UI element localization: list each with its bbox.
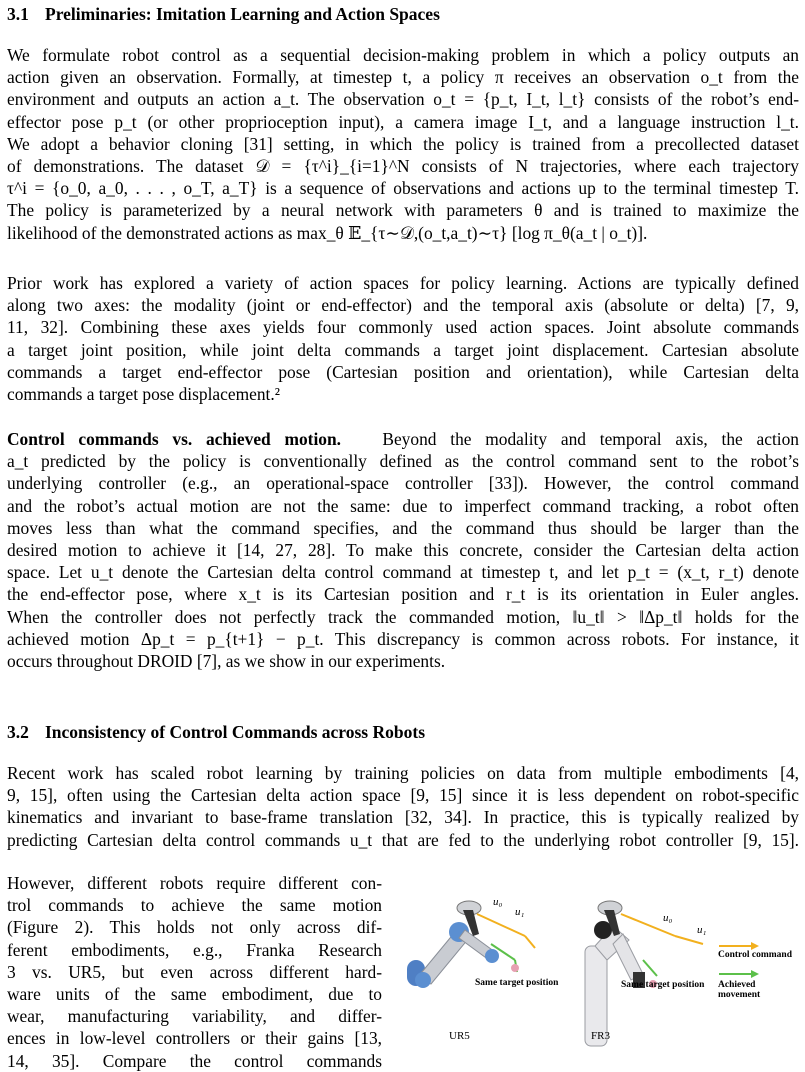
paragraph-control-commands: Control commands vs. achieved motion. Beyond the modality and temporal axis, the action a_t predicted by the policy is conventionally defined as the control command sent to the robot’s underlying controller (e.g., an operational-space controller [33]). However, the control command and the robot’s actual motion are not the same: due to imperfect command tracking, a robot often moves less than what the command specifies, and the command thus should be larger than the desired motion to achieve it [14, 27, 28]. To make this concrete, consider the Cartesian delta action space. Let u_t denote the Cartesian delta control command at timestep t, and let p_t = (x_t, r_t) denote the end-effector pose, where x_t is its Cartesian position and r_t is its orientation in Euler angles. When the controller does not perfectly track the commanded motion, ‖u_t‖ > ‖Δp_t‖ holds for the achieved motion Δp_t = p_{t+1} − p_t. This discrepancy is common across robots. For instance, it occurs throughout DROID [7], as we show in our experiments. [7,429,799,672]
figure-2 [407,896,799,1060]
command-arrow-u1-left [525,936,535,948]
paragraph-preliminaries: We formulate robot control as a sequential decision-making problem in which a policy outputs an action given an observation. Formally, at timestep t, a policy π receives an observation o_t from the environment and outputs an action a_t. The observation o_t = {p_t, I_t, l_t} consists of the robot’s end- effector pose p_t (or other proprioception input), a camera image I_t, and a language instruction l_t. We adopt a behavior cloning [31] setting, in which the policy is trained from a precollected dataset of demonstrations. The dataset 𝒟 = {τ^i}_{i=1}^N consists of N trajectories, where each trajectory τ^i = {o_0, a_0, . . . , o_T, a_T} is a sequence of observations and actions up to the terminal timestep T. The policy is parameterized by a neural network with parameters θ and is trained to maximize the likelihood of the demonstrated actions as max_θ 𝔼_{τ∼𝒟,(o_t,a_t)∼τ} [log π_θ(a_t | o_t)]. [7,45,799,243]
command-arrow-u1-right [675,936,703,944]
label-u0-left: u₀ [493,896,503,908]
target-dot-left [511,964,519,972]
label-u1-right: u₁ [697,924,707,936]
paragraph-inconsistency: However, different robots require different con- trol commands to achieve the same motion (Figure 2). This holds not only across dif- ferent embodiments, e.g., Franka Research 3 vs. UR5, but even across different hard- ware units of the same embodiment, due to wear, manufacturing variability, and differ- ences in low-level controllers or their gains [13, 14, 35]. Compare the control commands [7,873,382,1071]
label-u1-left: u₁ [515,906,525,918]
section-heading-3-2: 3.2 Inconsistency of Control Commands across Robots [7,722,426,742]
paragraph-cross-embodiment: Recent work has scaled robot learning by training policies on data from multiple embodiments [4, 9, 15], often using the Cartesian delta action space [9, 15] since it is less dependent on robot-specific kinematics and invariant to base-frame translation [32, 34]. In practice, this is typically realized by predicting Cartesian delta control commands u_t that are fed to the underlying robot controller [9, 15]. [7,763,799,850]
paragraph-heading: Control commands vs. achieved motion. [7,429,342,449]
label-u0-right: u₀ [663,912,673,924]
same-target-label-left: Same target position [475,978,559,988]
robot-label-fr3: FR3 [591,1030,610,1042]
achieved-arrow-right [643,960,657,976]
legend-achieved-movement: Achieved movement [718,980,761,1000]
paragraph-action-spaces: Prior work has explored a variety of action spaces for policy learning. Actions are typically defined along two axes: the modality (joint or end-effector) and the temporal axis (absolute or delta) [7, 9, 11, 32]. Combining these axes yields four commonly used action spaces. Joint absolute commands a target joint position, while joint delta commands a target joint displacement. Cartesian absolute commands a target end-effector pose (Cartesian position and orientation), while Cartesian delta commands a target pose displacement.² [7,273,799,405]
same-target-label-right: Same target position [621,980,705,990]
legend-control-command: Control command [718,950,792,960]
robot-label-ur5: UR5 [449,1030,470,1042]
section-heading-3-1: 3.1 Preliminaries: Imitation Learning and Action Spaces [7,4,440,24]
